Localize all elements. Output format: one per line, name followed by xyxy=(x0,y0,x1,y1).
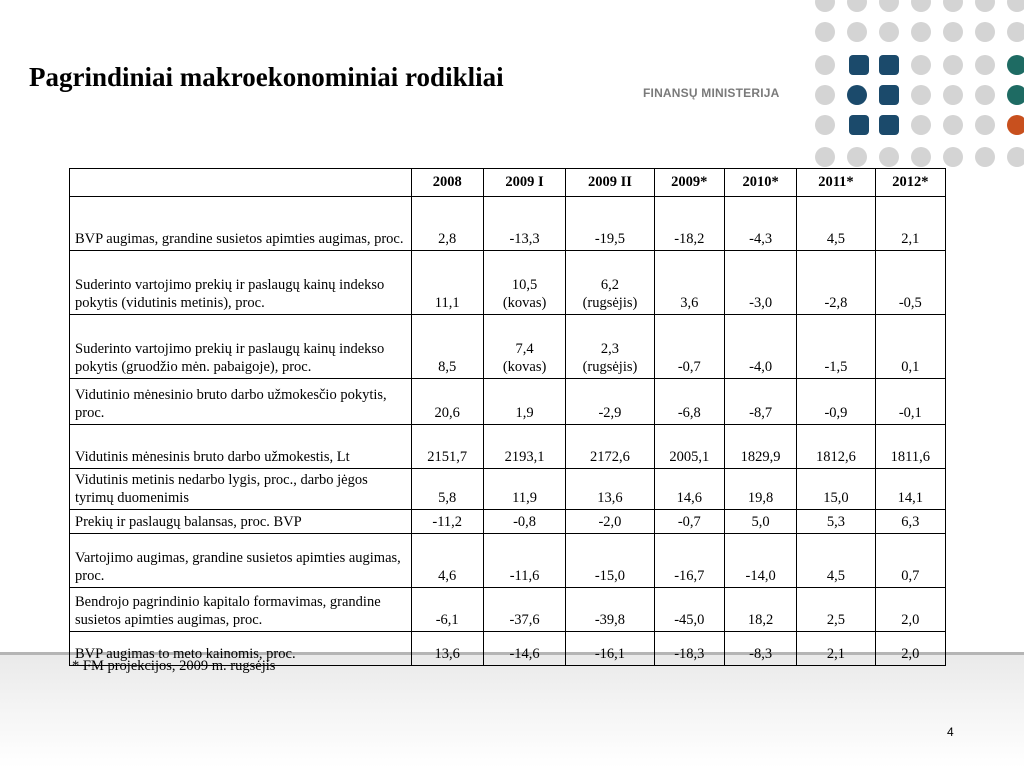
row-label: Vidutinis metinis nedarbo lygis, proc., darbo jėgos tyrimų duomenimis xyxy=(70,469,412,510)
table-cell: -15,0 xyxy=(566,534,654,588)
table-cell: -2,8 xyxy=(797,251,875,315)
table-cell: -13,3 xyxy=(483,197,565,251)
table-cell: -18,3 xyxy=(654,632,724,666)
table-cell: -0,8 xyxy=(483,510,565,534)
pattern-dot xyxy=(911,147,931,167)
pattern-dot xyxy=(975,85,995,105)
table-cell: -1,5 xyxy=(797,315,875,379)
pattern-square xyxy=(879,115,899,135)
pattern-dot xyxy=(847,22,867,42)
table-cell: 1829,9 xyxy=(724,425,796,469)
row-label: Vartojimo augimas, grandine susietos apimties augimas, proc. xyxy=(70,534,412,588)
table-header-cell: 2011* xyxy=(797,169,875,197)
table-cell: -8,3 xyxy=(724,632,796,666)
pattern-dot xyxy=(1007,147,1024,167)
slide-title: Pagrindiniai makroekonominiai rodikliai xyxy=(29,62,504,92)
pattern-dot xyxy=(911,22,931,42)
table-cell: -45,0 xyxy=(654,588,724,632)
table-row xyxy=(70,379,946,425)
page-number: 4 xyxy=(947,725,954,739)
table-cell: 13,6 xyxy=(566,469,654,510)
table-cell: 1,9 xyxy=(483,379,565,425)
pattern-dot xyxy=(911,115,931,135)
table-cell: 4,5 xyxy=(797,197,875,251)
pattern-dot xyxy=(879,147,899,167)
table-cell: -0,7 xyxy=(654,315,724,379)
table-cell: 18,2 xyxy=(724,588,796,632)
pattern-dot xyxy=(1007,55,1024,75)
pattern-dot xyxy=(911,0,931,12)
table-cell: -16,1 xyxy=(566,632,654,666)
table-cell: 2193,1 xyxy=(483,425,565,469)
pattern-dot xyxy=(815,55,835,75)
table-header-cell: 2012* xyxy=(875,169,945,197)
pattern-dot xyxy=(911,85,931,105)
table-cell: 14,1 xyxy=(875,469,945,510)
table-cell: -19,5 xyxy=(566,197,654,251)
table-cell: -16,7 xyxy=(654,534,724,588)
table-cell: -0,9 xyxy=(797,379,875,425)
pattern-dot xyxy=(815,85,835,105)
pattern-dot xyxy=(847,85,867,105)
pattern-dot xyxy=(815,115,835,135)
table-cell: 6,2 (rugsėjis) xyxy=(566,251,654,315)
row-label: Suderinto vartojimo prekių ir paslaugų kainų indekso pokytis (gruodžio mėn. pabaigoje), proc. xyxy=(70,315,412,379)
table-cell: -37,6 xyxy=(483,588,565,632)
table-cell: 14,6 xyxy=(654,469,724,510)
table-cell: 7,4 (kovas) xyxy=(483,315,565,379)
pattern-dot xyxy=(1007,85,1024,105)
table-header-cell xyxy=(70,169,412,197)
pattern-dot xyxy=(943,55,963,75)
table-cell: 2,5 xyxy=(797,588,875,632)
pattern-dot xyxy=(943,22,963,42)
table-cell: 2151,7 xyxy=(411,425,483,469)
table-cell: 2005,1 xyxy=(654,425,724,469)
pattern-dot xyxy=(943,85,963,105)
table-cell: 11,9 xyxy=(483,469,565,510)
table-cell: 10,5 (kovas) xyxy=(483,251,565,315)
table-row xyxy=(70,510,946,534)
table-cell: 1811,6 xyxy=(875,425,945,469)
pattern-dot xyxy=(975,22,995,42)
table-cell: 5,3 xyxy=(797,510,875,534)
table-row xyxy=(70,534,946,588)
table-row xyxy=(70,197,946,251)
row-label: Bendrojo pagrindinio kapitalo formavimas, grandine susietos apimties augimas, proc. xyxy=(70,588,412,632)
table-cell: 15,0 xyxy=(797,469,875,510)
table-cell: 5,8 xyxy=(411,469,483,510)
pattern-dot xyxy=(975,115,995,135)
pattern-dot xyxy=(815,147,835,167)
pattern-dot xyxy=(943,147,963,167)
ministry-logo-text: FINANSŲ MINISTERIJA xyxy=(643,86,780,100)
row-label: BVP augimas to meto kainomis, proc. xyxy=(70,632,412,666)
table-footnote: * FM projekcijos, 2009 m. rugsėjis xyxy=(72,658,276,674)
pattern-dot xyxy=(943,115,963,135)
table-row xyxy=(70,315,946,379)
table-cell: 0,7 xyxy=(875,534,945,588)
pattern-square xyxy=(879,55,899,75)
table-row xyxy=(70,469,946,510)
row-label: Suderinto vartojimo prekių ir paslaugų kainų indekso pokytis (vidutinis metinis), proc. xyxy=(70,251,412,315)
table-cell: -18,2 xyxy=(654,197,724,251)
table-cell: -6,1 xyxy=(411,588,483,632)
table-cell: -4,0 xyxy=(724,315,796,379)
table-cell: 2172,6 xyxy=(566,425,654,469)
table-cell: -11,6 xyxy=(483,534,565,588)
table-header-cell: 2010* xyxy=(724,169,796,197)
row-label: Vidutinis mėnesinis bruto darbo užmokestis, Lt xyxy=(70,425,412,469)
pattern-square xyxy=(849,55,869,75)
table-cell: -2,9 xyxy=(566,379,654,425)
pattern-dot xyxy=(1007,115,1024,135)
table-cell: 5,0 xyxy=(724,510,796,534)
table-cell: 1812,6 xyxy=(797,425,875,469)
pattern-dot xyxy=(975,147,995,167)
table-cell: 4,5 xyxy=(797,534,875,588)
pattern-dot xyxy=(975,55,995,75)
pattern-dot xyxy=(1007,0,1024,12)
table-cell: -0,1 xyxy=(875,379,945,425)
table-header-cell: 2009* xyxy=(654,169,724,197)
pattern-dot xyxy=(879,22,899,42)
pattern-dot xyxy=(879,0,899,12)
table-cell: 2,0 xyxy=(875,588,945,632)
table-row xyxy=(70,425,946,469)
table-cell: -11,2 xyxy=(411,510,483,534)
table-cell: 3,6 xyxy=(654,251,724,315)
pattern-dot xyxy=(847,147,867,167)
table-cell: -14,6 xyxy=(483,632,565,666)
table-cell: -0,7 xyxy=(654,510,724,534)
table-cell: 6,3 xyxy=(875,510,945,534)
table-cell: -6,8 xyxy=(654,379,724,425)
row-label: Vidutinio mėnesinio bruto darbo užmokesčio pokytis, proc. xyxy=(70,379,412,425)
table-cell: 13,6 xyxy=(411,632,483,666)
table-cell: 20,6 xyxy=(411,379,483,425)
table-cell: -3,0 xyxy=(724,251,796,315)
table-cell: -14,0 xyxy=(724,534,796,588)
table-cell: -39,8 xyxy=(566,588,654,632)
table-cell: 0,1 xyxy=(875,315,945,379)
pattern-dot xyxy=(975,0,995,12)
pattern-dot xyxy=(815,0,835,12)
table-header-row xyxy=(70,169,946,197)
pattern-dot xyxy=(847,0,867,12)
table-header-cell: 2009 I xyxy=(483,169,565,197)
table-cell: 19,8 xyxy=(724,469,796,510)
row-label: BVP augimas, grandine susietos apimties augimas, proc. xyxy=(70,197,412,251)
table-row xyxy=(70,588,946,632)
table-cell: -4,3 xyxy=(724,197,796,251)
table-cell: 8,5 xyxy=(411,315,483,379)
table-cell: -8,7 xyxy=(724,379,796,425)
table-cell: 4,6 xyxy=(411,534,483,588)
table-cell: 2,0 xyxy=(875,632,945,666)
table-header-cell: 2008 xyxy=(411,169,483,197)
pattern-square xyxy=(879,85,899,105)
indicators-table xyxy=(69,168,946,666)
pattern-dot xyxy=(911,55,931,75)
pattern-dot xyxy=(943,0,963,12)
table-row xyxy=(70,251,946,315)
pattern-square xyxy=(849,115,869,135)
pattern-dot xyxy=(1007,22,1024,42)
pattern-dot xyxy=(815,22,835,42)
table-cell: -0,5 xyxy=(875,251,945,315)
table-cell: -2,0 xyxy=(566,510,654,534)
table-cell: 2,3 (rugsėjis) xyxy=(566,315,654,379)
table-header-cell: 2009 II xyxy=(566,169,654,197)
table-cell: 2,1 xyxy=(797,632,875,666)
table-cell: 2,1 xyxy=(875,197,945,251)
table-cell: 2,8 xyxy=(411,197,483,251)
table-cell: 11,1 xyxy=(411,251,483,315)
row-label: Prekių ir paslaugų balansas, proc. BVP xyxy=(70,510,412,534)
